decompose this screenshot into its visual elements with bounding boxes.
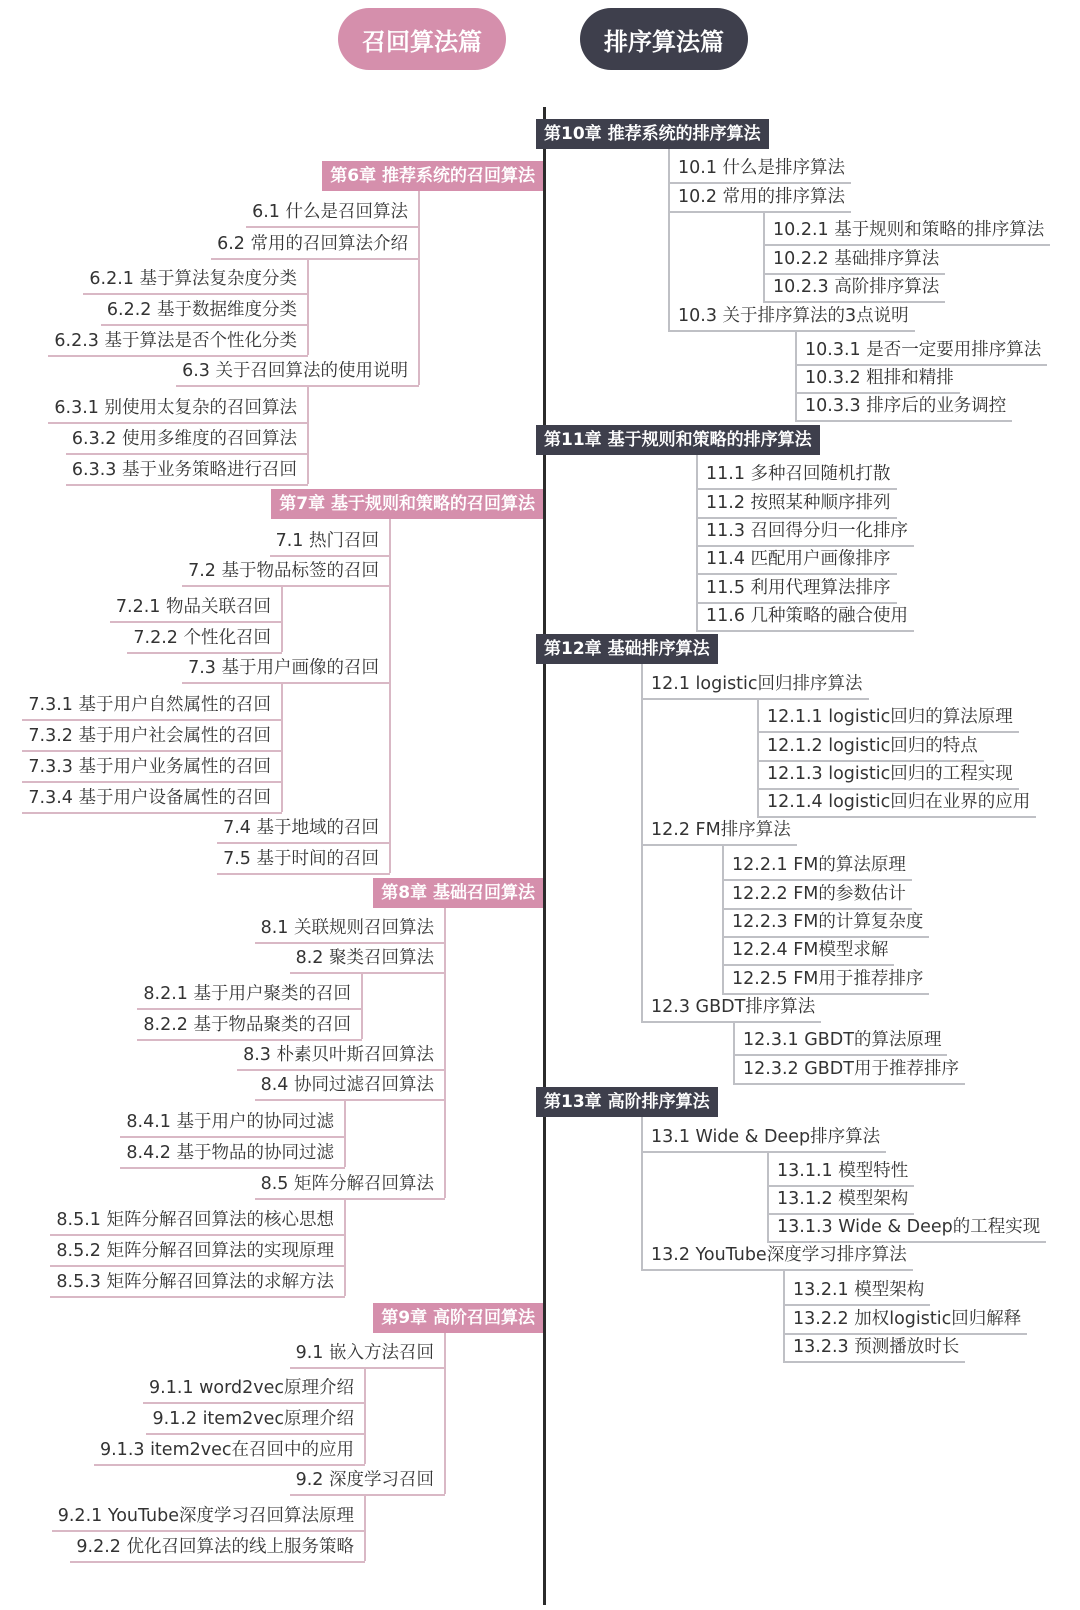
connector-line [733,1021,735,1083]
central-spine [543,107,546,1605]
connector-line [344,1099,346,1167]
rank-section: 10.2 常用的排序算法 [668,183,851,213]
rank-subsection: 12.2.1 FM的算法原理 [722,851,912,881]
rank-section: 13.2 YouTube深度学习排序算法 [641,1241,913,1271]
recall-section-header: 召回算法篇 [338,8,506,70]
recall-chapter-title: 第6章 推荐系统的召回算法 [322,161,543,191]
connector-line [307,385,309,484]
connector-line [418,191,420,385]
connector-line [722,844,724,993]
rank-subsection: 12.1.2 logistic回归的特点 [757,732,984,762]
recall-section: 7.5 基于时间的召回 [217,845,390,875]
rank-subsection: 12.2.2 FM的参数估计 [722,880,912,910]
recall-section: 8.1 关联规则召回算法 [255,914,445,944]
rank-section: 12.3 GBDT排序算法 [641,993,821,1023]
connector-line [364,1367,366,1464]
rank-section: 11.3 召回得分归一化排序 [696,517,914,547]
rank-section: 11.1 多种召回随机打散 [696,460,897,490]
recall-subsection: 8.2.2 基于物品聚类的召回 [137,1011,362,1041]
connector-line [641,664,643,1021]
rank-chapter-title: 第13章 高阶排序算法 [536,1087,718,1117]
rank-subsection: 12.3.2 GBDT用于推荐排序 [733,1055,965,1085]
connector-line [696,455,698,630]
connector-line [281,585,283,652]
recall-subsection: 8.5.3 矩阵分解召回算法的求解方法 [50,1268,345,1298]
rank-section: 11.2 按照某种顺序排列 [696,489,897,519]
rank-section: 10.1 什么是排序算法 [668,154,851,184]
rank-chapter-title: 第12章 基础排序算法 [536,634,718,664]
rank-section: 11.5 利用代理算法排序 [696,574,897,604]
recall-subsection: 9.2.2 优化召回算法的线上服务策略 [70,1533,365,1563]
rank-section: 11.6 几种策略的融合使用 [696,602,914,632]
recall-subsection: 8.2.1 基于用户聚类的召回 [137,980,362,1010]
rank-section: 12.2 FM排序算法 [641,816,797,846]
recall-subsection: 7.3.3 基于用户业务属性的召回 [22,753,282,783]
recall-section: 9.1 嵌入方法召回 [290,1339,445,1369]
recall-subsection: 6.2.2 基于数据维度分类 [101,296,308,326]
recall-section: 8.5 矩阵分解召回算法 [255,1170,445,1200]
recall-subsection: 9.1.1 word2vec原理介绍 [143,1374,365,1404]
rank-section: 11.4 匹配用户画像排序 [696,545,897,575]
connector-line [767,1151,769,1241]
rank-subsection: 10.2.2 基础排序算法 [763,245,945,275]
rank-chapter-title: 第11章 基于规则和策略的排序算法 [536,425,820,455]
rank-subsection: 10.3.1 是否一定要用排序算法 [795,336,1047,366]
connector-line [668,149,670,330]
recall-subsection: 6.3.2 使用多维度的召回算法 [66,425,308,455]
rank-subsection: 10.2.1 基于规则和策略的排序算法 [763,216,1050,246]
connector-line [783,1269,785,1361]
recall-subsection: 8.5.1 矩阵分解召回算法的核心思想 [50,1206,345,1236]
recall-chapter-title: 第7章 基于规则和策略的召回算法 [271,489,543,519]
connector-line [795,330,797,420]
connector-line [444,908,446,1198]
connector-line [444,1333,446,1494]
recall-section: 8.3 朴素贝叶斯召回算法 [237,1041,445,1071]
rank-subsection: 12.1.3 logistic回归的工程实现 [757,760,1019,790]
rank-section-header: 排序算法篇 [580,8,748,70]
rank-chapter-title: 第10章 推荐系统的排序算法 [536,119,769,149]
connector-line [641,1117,643,1269]
recall-subsection: 8.4.2 基于物品的协同过滤 [120,1139,345,1169]
rank-subsection: 13.2.3 预测播放时长 [783,1333,965,1363]
recall-section: 9.2 深度学习召回 [290,1466,445,1496]
recall-subsection: 9.1.3 item2vec在召回中的应用 [94,1436,365,1466]
connector-line [307,258,309,355]
rank-subsection: 10.3.2 粗排和精排 [795,364,960,394]
recall-subsection: 8.4.1 基于用户的协同过滤 [120,1108,345,1138]
connector-line [364,1494,366,1561]
recall-chapter-title: 第9章 高阶召回算法 [373,1303,543,1333]
recall-section: 6.2 常用的召回算法介绍 [211,230,419,260]
connector-line [757,698,759,816]
recall-section: 7.2 基于物品标签的召回 [182,557,390,587]
rank-subsection: 13.2.2 加权logistic回归解释 [783,1305,1027,1335]
recall-subsection: 6.2.3 基于算法是否个性化分类 [48,327,308,357]
recall-section: 7.4 基于地域的召回 [217,814,390,844]
recall-subsection: 9.2.1 YouTube深度学习召回算法原理 [52,1502,365,1532]
connector-line [281,682,283,812]
recall-chapter-title: 第8章 基础召回算法 [373,878,543,908]
recall-subsection: 7.3.2 基于用户社会属性的召回 [22,722,282,752]
rank-subsection: 13.1.2 模型架构 [767,1185,914,1215]
rank-subsection: 10.3.3 排序后的业务调控 [795,392,1012,422]
rank-subsection: 12.1.4 logistic回归在业界的应用 [757,788,1036,818]
rank-subsection: 12.3.1 GBDT的算法原理 [733,1026,947,1056]
recall-section: 6.3 关于召回算法的使用说明 [176,357,419,387]
connector-line [389,519,391,873]
rank-subsection: 13.1.1 模型特性 [767,1157,914,1187]
recall-subsection: 6.2.1 基于算法复杂度分类 [83,265,308,295]
recall-subsection: 6.3.3 基于业务策略进行召回 [66,456,308,486]
recall-subsection: 9.1.2 item2vec原理介绍 [146,1405,365,1435]
rank-subsection: 12.2.3 FM的计算复杂度 [722,908,929,938]
recall-subsection: 7.2.2 个性化召回 [127,624,282,654]
connector-line [361,972,363,1039]
rank-subsection: 12.2.5 FM用于推荐排序 [722,965,929,995]
rank-section: 13.1 Wide & Deep排序算法 [641,1123,886,1153]
rank-section: 12.1 logistic回归排序算法 [641,670,869,700]
recall-section: 8.2 聚类召回算法 [290,944,445,974]
rank-subsection: 12.2.4 FM模型求解 [722,936,894,966]
connector-line [344,1198,346,1296]
recall-subsection: 6.3.1 别使用太复杂的召回算法 [48,394,308,424]
recall-subsection: 7.3.4 基于用户设备属性的召回 [22,784,282,814]
recall-section: 6.1 什么是召回算法 [246,198,419,228]
rank-subsection: 13.1.3 Wide & Deep的工程实现 [767,1213,1046,1243]
recall-section: 8.4 协同过滤召回算法 [255,1071,445,1101]
recall-subsection: 7.3.1 基于用户自然属性的召回 [22,691,282,721]
rank-subsection: 12.1.1 logistic回归的算法原理 [757,703,1019,733]
recall-section: 7.1 热门召回 [270,527,390,557]
recall-section: 7.3 基于用户画像的召回 [182,654,390,684]
recall-subsection: 8.5.2 矩阵分解召回算法的实现原理 [50,1237,345,1267]
recall-subsection: 7.2.1 物品关联召回 [110,593,282,623]
rank-section: 10.3 关于排序算法的3点说明 [668,302,915,332]
rank-subsection: 10.2.3 高阶排序算法 [763,273,945,303]
connector-line [763,211,765,301]
rank-subsection: 13.2.1 模型架构 [783,1276,930,1306]
